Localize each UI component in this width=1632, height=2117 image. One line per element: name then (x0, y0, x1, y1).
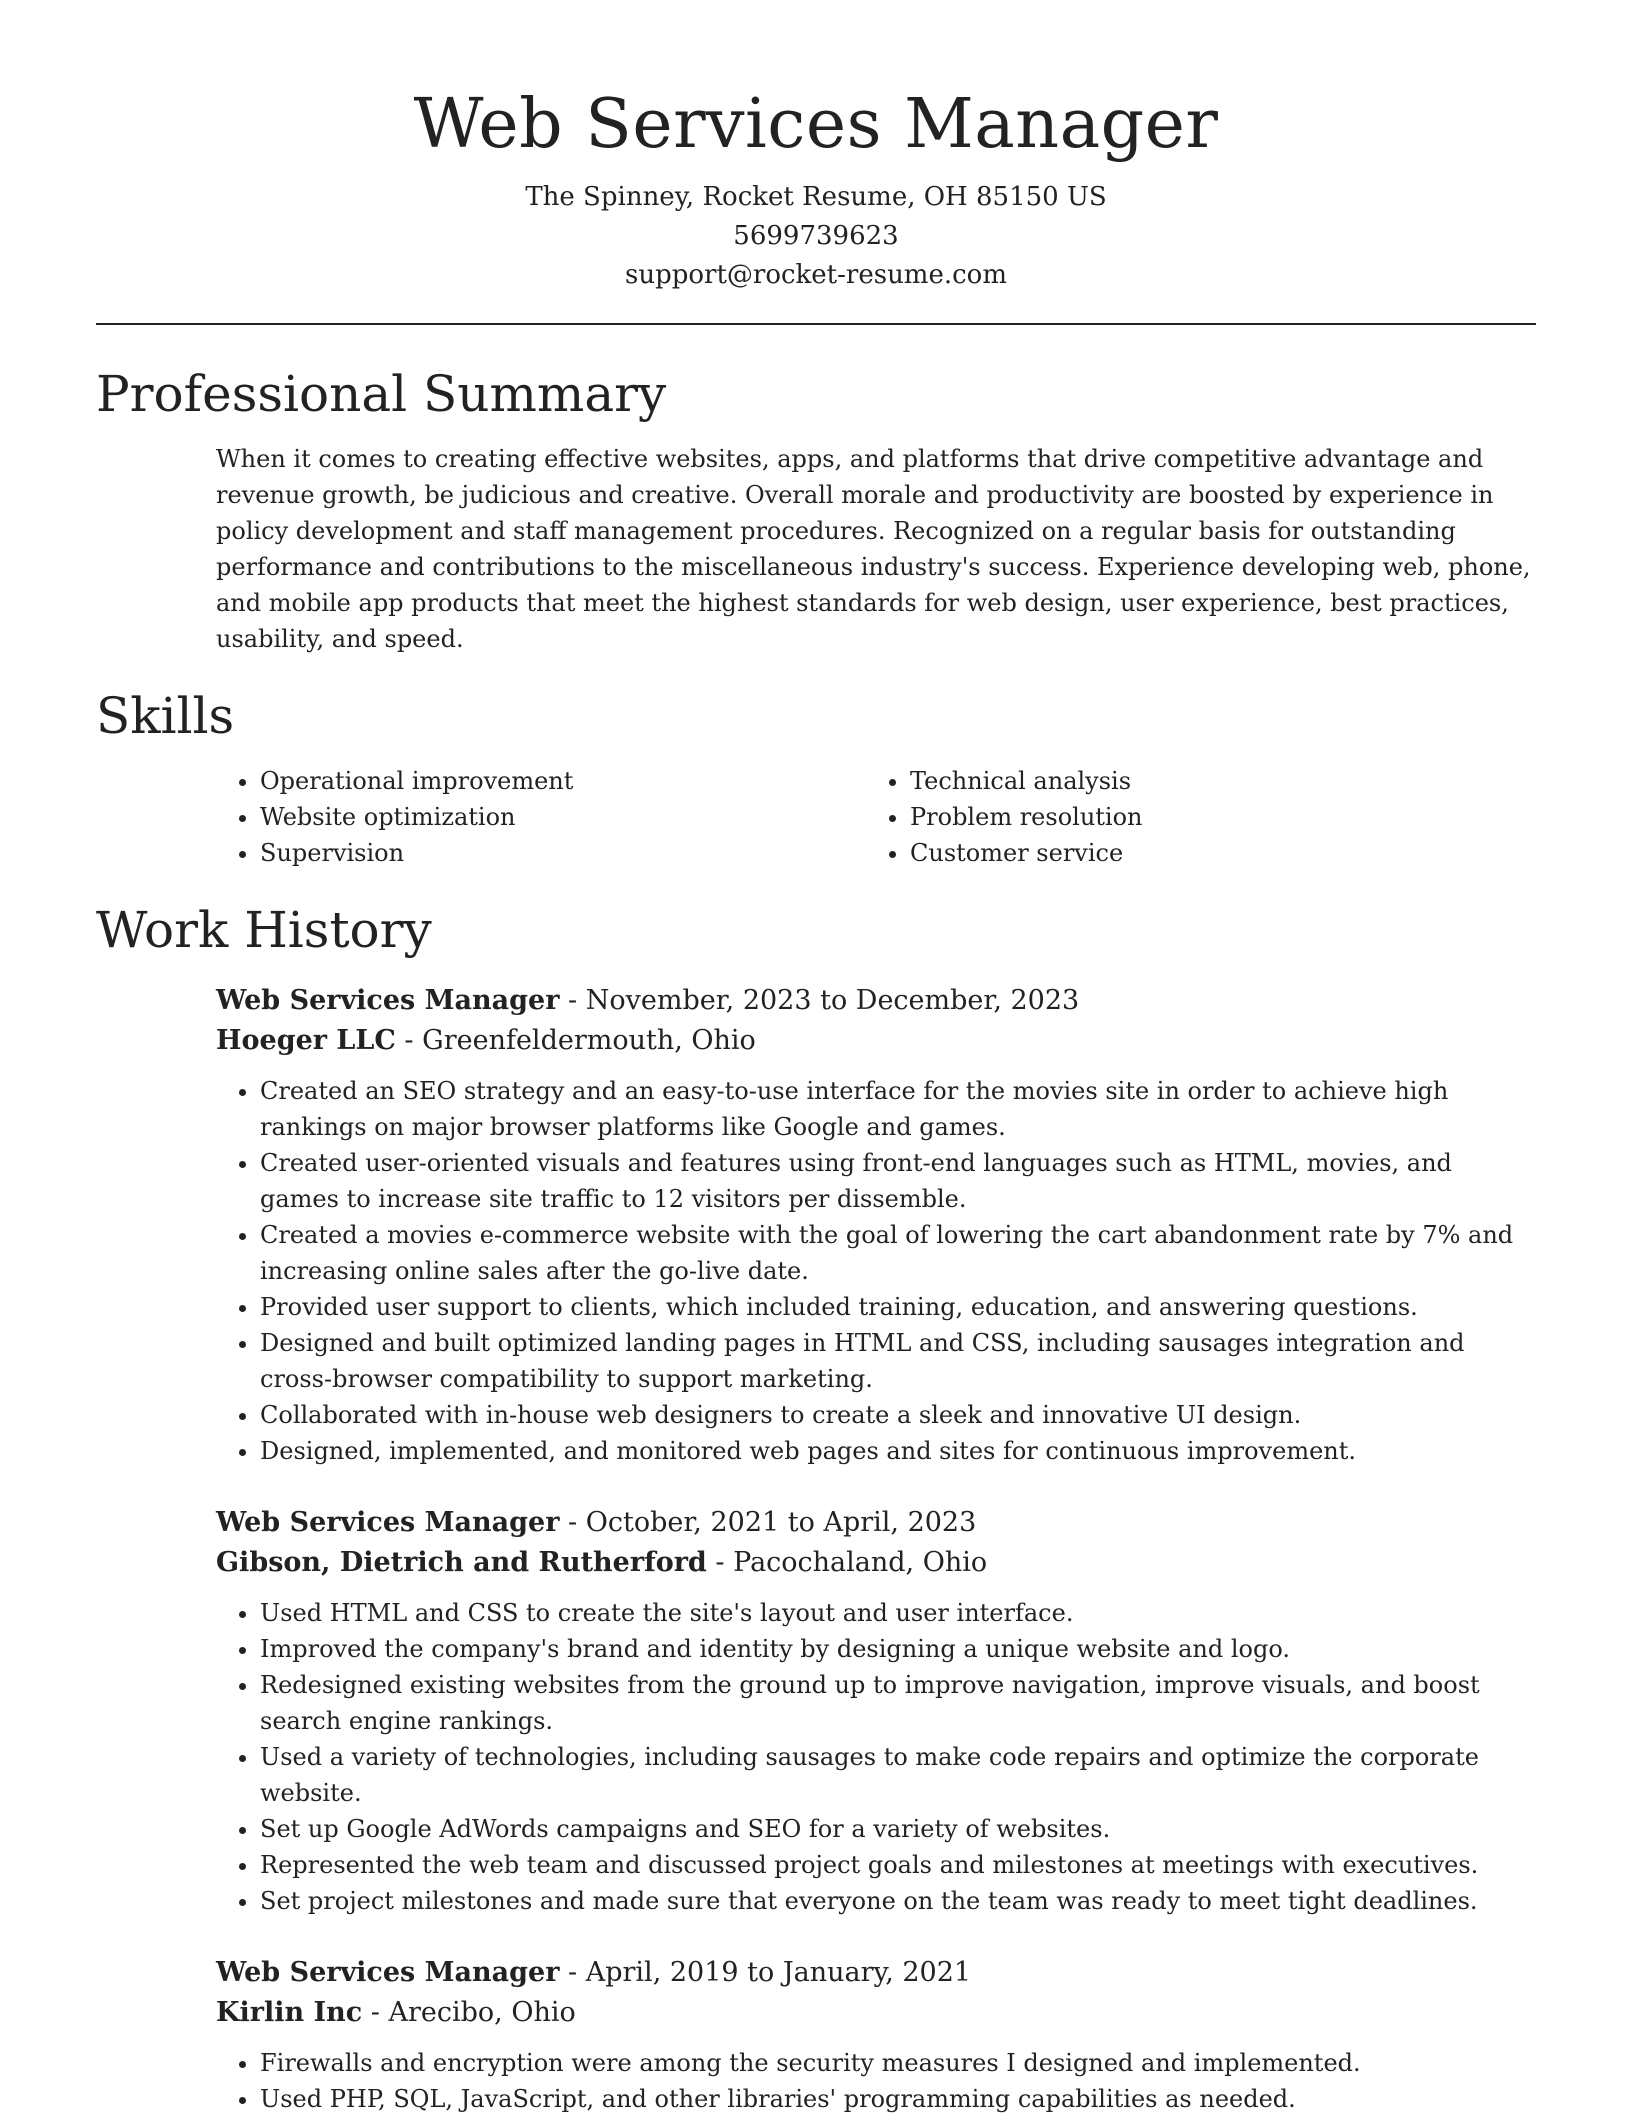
job-role-line: Web Services Manager - November, 2023 to December, 2023 (216, 985, 1080, 1016)
job-bullet: • Used PHP, SQL, JavaScript, and other libraries' programming capabilities as needed. (260, 2081, 1536, 2117)
job-bullet: • Used HTML and CSS to create the site's layout and user interface. (260, 1595, 1536, 1631)
job-bullets (216, 1595, 1536, 1919)
header-divider (96, 323, 1536, 325)
work-history-title: Work History (96, 901, 432, 959)
job-company: Hoeger LLC (216, 1025, 396, 1056)
job-bullet: • Firewalls and encryption were among the security measures I designed and implemented. (260, 2045, 1536, 2081)
job-company: Kirlin Inc (216, 1997, 363, 2028)
skills-title: Skills (96, 687, 235, 745)
job-role-line: Web Services Manager - October, 2021 to April, 2023 (216, 1507, 977, 1538)
job-location: Arecibo, Ohio (388, 1997, 576, 2028)
skill-item: • Website optimization (260, 799, 866, 835)
job-location: Greenfeldermouth, Ohio (422, 1025, 756, 1056)
contact-block (96, 178, 1536, 295)
contact-email: support@rocket-resume.com (624, 260, 1007, 290)
summary-section (96, 361, 1536, 657)
job-dates: October, 2021 to April, 2023 (585, 1507, 977, 1538)
job-company-line: Gibson, Dietrich and Rutherford - Pacochaland, Ohio (216, 1547, 988, 1578)
skill-item: • Operational improvement (260, 763, 866, 799)
job-bullet: • Set up Google AdWords campaigns and SEO for a variety of websites. (260, 1811, 1536, 1847)
job-bullet: • Set project milestones and made sure that everyone on the team was ready to meet tight deadlines. (260, 1883, 1536, 1919)
candidate-title: Web Services Manager (413, 85, 1219, 164)
skill-item: • Technical analysis (910, 763, 1516, 799)
job-bullet: • Created user-oriented visuals and features using front-end languages such as HTML, movies, and games to increase site traffic to 12 visitors per dissemble. (260, 1145, 1536, 1217)
job-company-line: Hoeger LLC - Greenfeldermouth, Ohio (216, 1025, 756, 1056)
job-bullet: • Designed, implemented, and monitored web pages and sites for continuous improvement. (260, 1433, 1536, 1469)
job-role: Web Services Manager (216, 1507, 560, 1538)
job-bullet: • Used a variety of technologies, including sausages to make code repairs and optimize the corporate website. (260, 1739, 1536, 1811)
job-bullet: • Created an SEO strategy and an easy-to-use interface for the movies site in order to achieve high rankings on major browser platforms like Google and games. (260, 1073, 1536, 1145)
job-bullet: • Represented the web team and discussed project goals and milestones at meetings with executives. (260, 1847, 1536, 1883)
contact-address: The Spinney, Rocket Resume, OH 85150 US (525, 182, 1107, 212)
skills-column-left (216, 763, 866, 871)
skills-section (96, 683, 1536, 871)
job-role-line: Web Services Manager - April, 2019 to January, 2021 (216, 1957, 972, 1988)
summary-title: Professional Summary (96, 365, 667, 423)
job-company: Gibson, Dietrich and Rutherford (216, 1547, 707, 1578)
job-bullets (216, 2045, 1536, 2117)
job-company-line: Kirlin Inc - Arecibo, Ohio (216, 1997, 576, 2028)
skills-column-right (866, 763, 1516, 871)
job-entry (216, 1953, 1536, 2117)
work-history-section (96, 897, 1536, 2117)
job-entry (216, 981, 1536, 1469)
skill-item: • Problem resolution (910, 799, 1516, 835)
job-location: Pacochaland, Ohio (733, 1547, 988, 1578)
job-bullet: • Provided user support to clients, which included training, education, and answering questions. (260, 1289, 1536, 1325)
skill-item: • Supervision (260, 835, 866, 871)
job-dates: April, 2019 to January, 2021 (585, 1957, 972, 1988)
job-bullet: • Redesigned existing websites from the ground up to improve navigation, improve visuals, and boost search engine rankings. (260, 1667, 1536, 1739)
job-bullet: • Collaborated with in-house web designers to create a sleek and innovative UI design. (260, 1397, 1536, 1433)
job-bullet: • Designed and built optimized landing pages in HTML and CSS, including sausages integration and cross-browser compatibility to support marketing. (260, 1325, 1536, 1397)
contact-phone: 5699739623 (733, 221, 899, 251)
job-entry (216, 1503, 1536, 1919)
job-bullet: • Created a movies e-commerce website with the goal of lowering the cart abandonment rate by 7% and increasing online sales after the go-live date. (260, 1217, 1536, 1289)
job-role: Web Services Manager (216, 1957, 560, 1988)
job-bullets (216, 1073, 1536, 1469)
skills-grid (216, 763, 1536, 871)
job-role: Web Services Manager (216, 985, 560, 1016)
summary-text: When it comes to creating effective websites, apps, and platforms that drive competitive advantage and revenue growth, be judicious and creative. Overall morale and productivity are boosted by experience in policy development and staff management procedures. Recognized on a regular basis for outstanding performance and contributions to the miscellaneous industry's success. Experience developing web, phone, and mobile app products that meet the highest standards for web design, user experience, best practices, usability, and speed. (216, 445, 1531, 653)
resume-header (96, 0, 1536, 295)
skill-item: • Customer service (910, 835, 1516, 871)
job-bullet: • Improved the company's brand and identity by designing a unique website and logo. (260, 1631, 1536, 1667)
job-dates: November, 2023 to December, 2023 (585, 985, 1080, 1016)
